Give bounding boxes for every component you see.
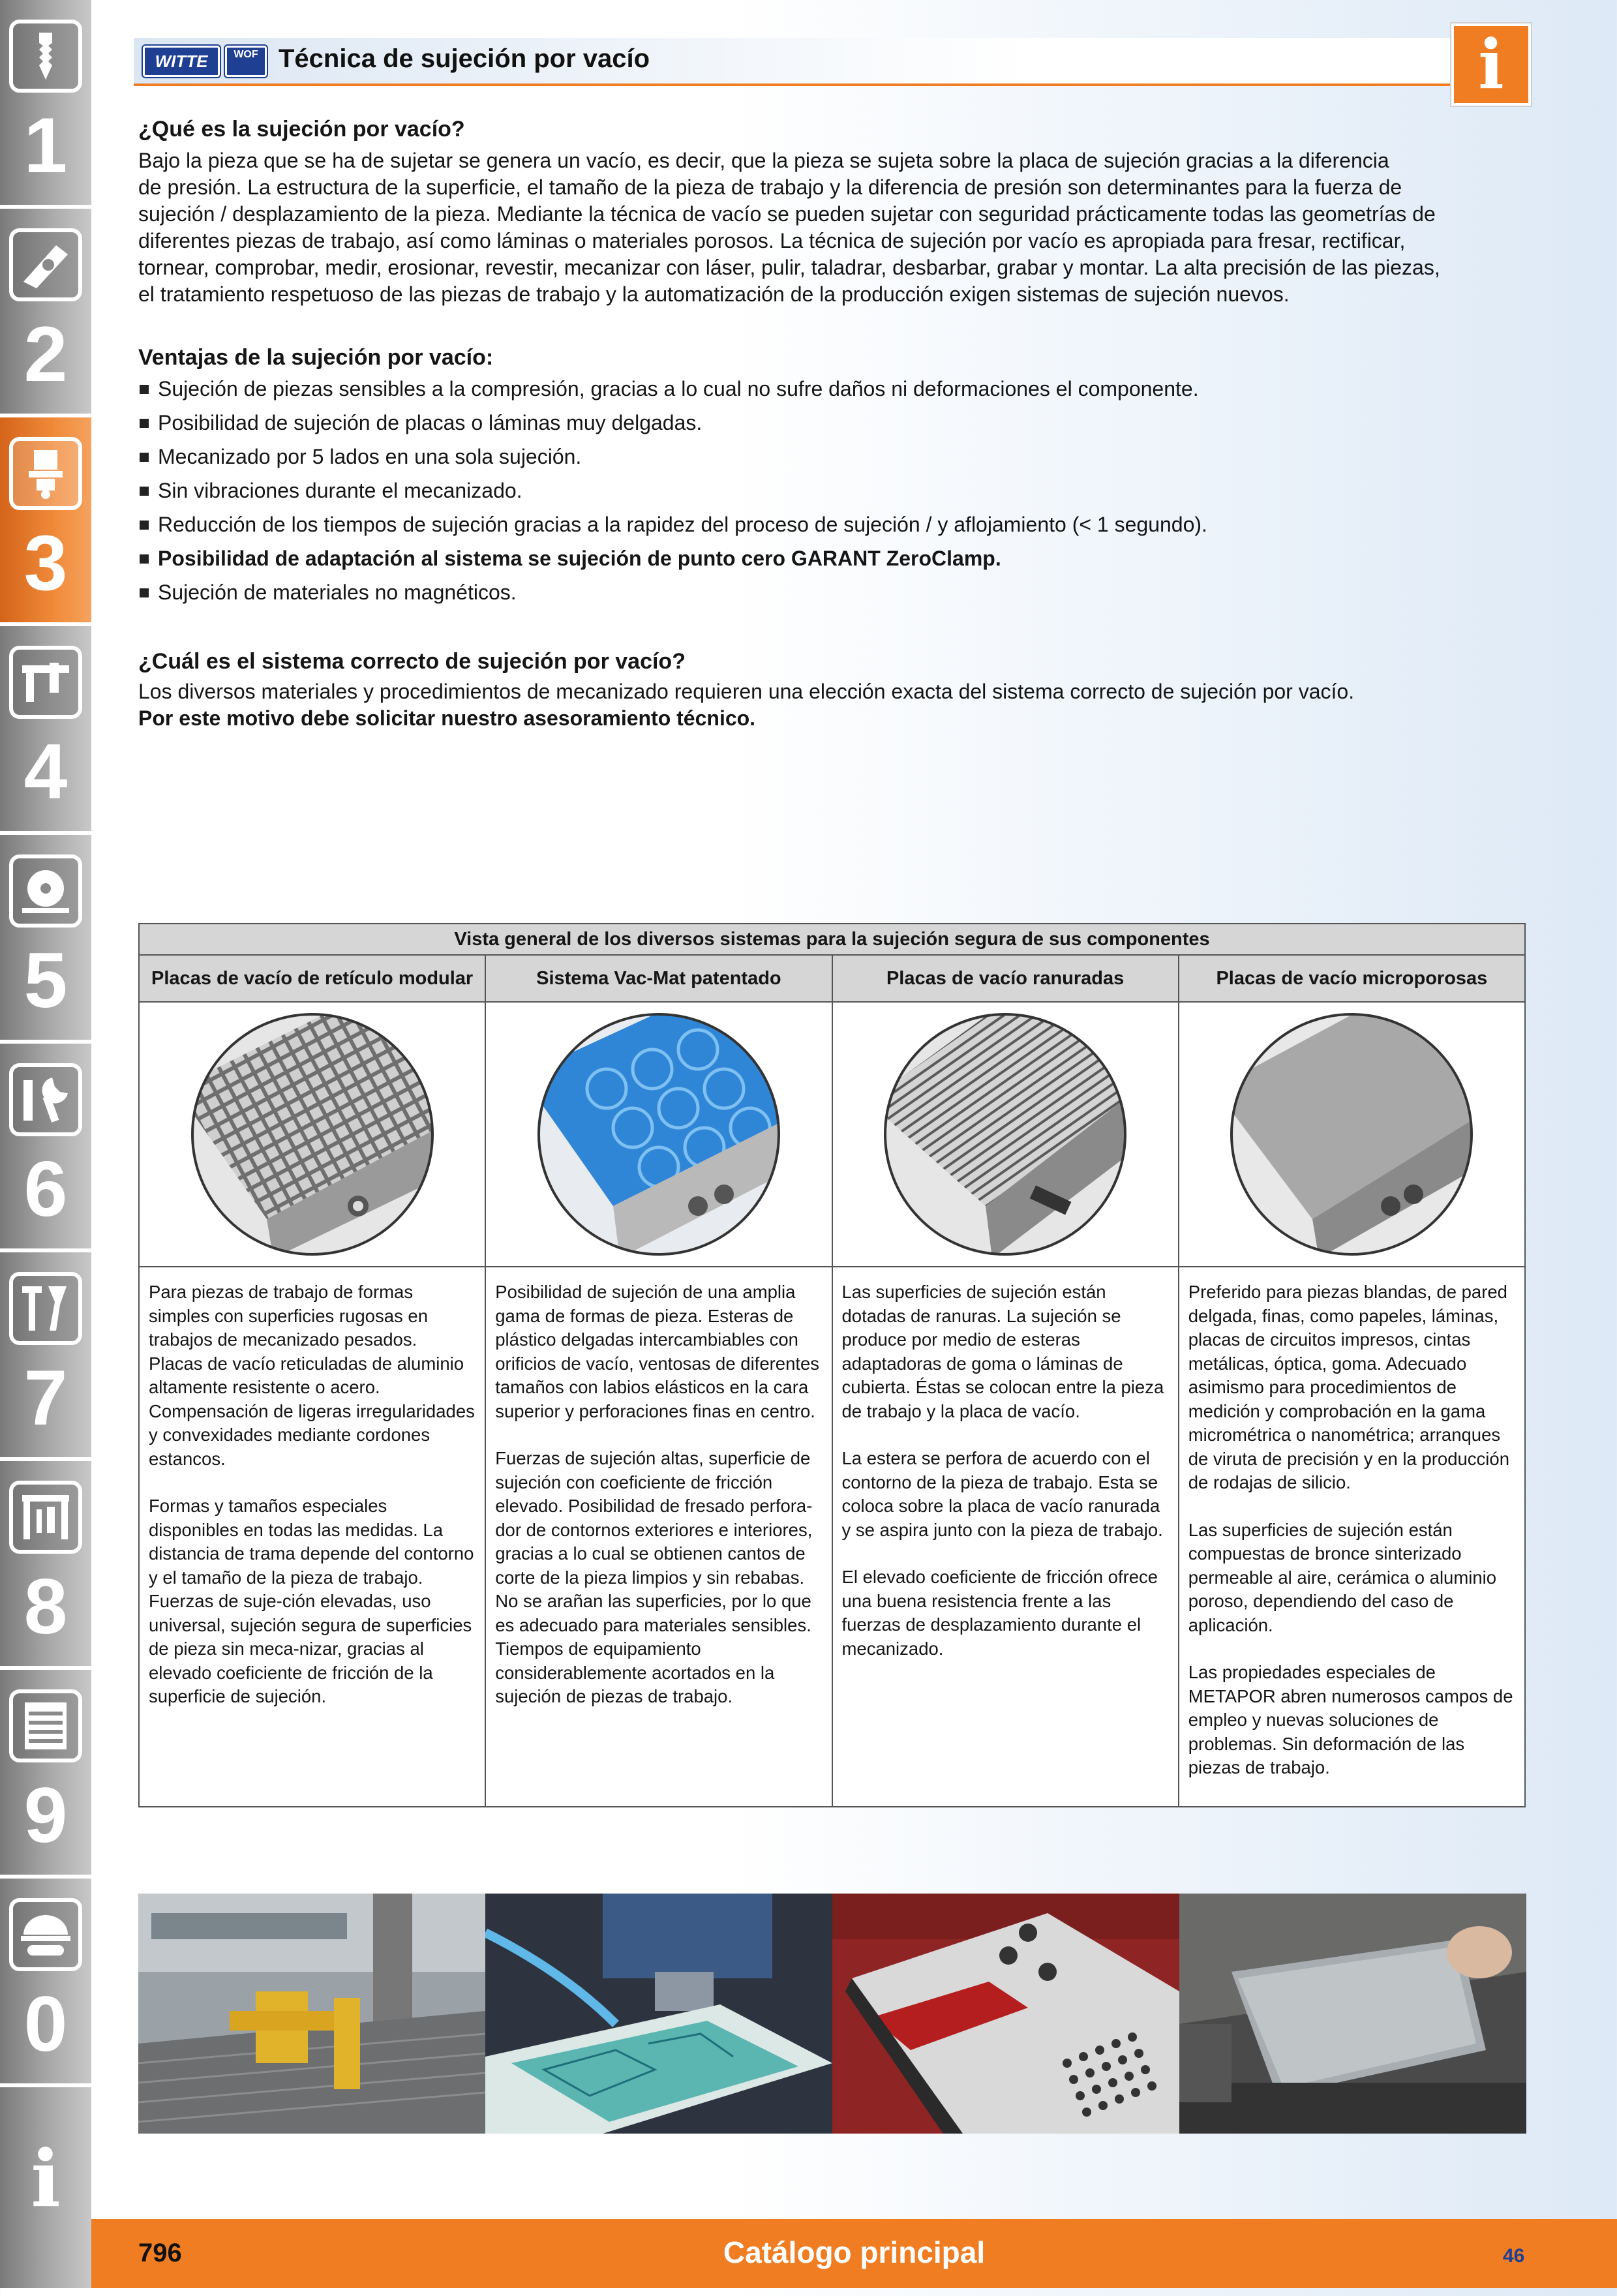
pliers-icon [9, 1272, 82, 1345]
table-cell-text [139, 1267, 485, 1807]
vac-mat-system-image [535, 1010, 783, 1258]
section-heading: ¿Cuál es el sistema correcto de sujeción por vacío? [138, 649, 686, 674]
list-item: Sin vibraciones durante el mecanizado. [138, 474, 1521, 507]
sidebar-tab-5[interactable] [0, 835, 91, 1044]
sidebar-tab-0[interactable] [0, 1879, 91, 2087]
page-title: Técnica de sujeción por vacío [279, 44, 650, 73]
column-header: Placas de vacío de retículo modular [139, 955, 485, 1002]
sidebar-tab-info[interactable] [0, 2087, 91, 2296]
table-cell-text [1179, 1267, 1525, 1807]
footer-reference-number: 46 [1503, 2245, 1525, 2267]
sidebar-tab-number: 8 [23, 1563, 68, 1650]
application-photos [138, 1894, 1526, 2134]
paragraph-line: de presión. La estructura de la superficie, el tamaño de la pieza de trabajo y la diferencia de presión son determinantes para la fuerza de [138, 175, 1402, 199]
cell-paragraph: El elevado coeficiente de fricción ofrece una buena resistencia frente a las fuerzas de desplazamiento durante el mecanizado. [841, 1567, 1158, 1659]
tool-holder-icon [9, 437, 82, 510]
page-footer [91, 2219, 1617, 2288]
page-number: 796 [138, 2239, 182, 2267]
section-correct-system [138, 647, 1521, 732]
sidebar-tab-number: 7 [23, 1354, 68, 1442]
section-heading: ¿Qué es la sujeción por vacío? [138, 117, 465, 142]
brand-logo [143, 46, 267, 77]
cnc-machine-photo [138, 1894, 485, 2134]
witte-logo: WITTE [143, 46, 220, 77]
section-what-is [138, 115, 1521, 308]
sidebar-tab-number: 2 [23, 310, 68, 398]
workbench-icon [9, 1481, 82, 1554]
sidebar-tab-number: 0 [23, 1980, 68, 2068]
sidebar-tab-number: 5 [23, 937, 68, 1024]
cell-paragraph: Fuerzas de sujeción altas, superficie de sujeción con coeficiente de fricción elevado. Posibilidad de fresado perfora-dor de contornos exteriores e interiores, gracias a lo cual se obtienen cantos de corte de la pieza limpios y sin rebabas. No se arañan las superficies, por lo que es adecuado para materiales sensibles. Tiempos de equipamiento considerablemente acortados en la sujeción de piezas de trabajo. [495, 1448, 813, 1706]
sidebar-tab-2[interactable] [0, 209, 91, 417]
table-cell-image [139, 1002, 485, 1267]
paragraph-line-bold: Por este motivo debe solicitar nuestro asesoramiento técnico. [138, 706, 756, 730]
cell-paragraph: Posibilidad de sujeción de una amplia gama de formas de pieza. Esteras de plástico delgadas intercambiables con orificios de vacío, ventosas de diferentes tamaños con labios elásticos en la cara superior y perforaciones finas en centro. [495, 1282, 820, 1421]
sheet-handling-photo [1179, 1894, 1526, 2134]
vacuum-plate-photo [832, 1894, 1179, 2134]
wof-logo: WOF [225, 46, 267, 77]
table-cell-image [485, 1002, 832, 1267]
paragraph-line: diferentes piezas de trabajo, así como láminas o materiales porosos. La técnica de sujeción por vacío es apropiada para fresar, rectificar, [138, 229, 1406, 252]
column-header: Placas de vacío ranuradas [832, 955, 1179, 1002]
list-item: Posibilidad de sujeción de placas o láminas muy delgadas. [138, 406, 1521, 440]
paragraph-line: Los diversos materiales y procedimientos de mecanizado requieren una elección exacta del sistema correcto de sujeción por vacío. [138, 680, 1355, 703]
sidebar-tab-number: 3 [23, 519, 68, 607]
sidebar-tab-number: 1 [23, 102, 68, 189]
page-header [134, 38, 1520, 86]
sidebar-tab-3[interactable] [0, 417, 91, 626]
cell-paragraph: La estera se perfora de acuerdo con el contorno de la pieza de trabajo. Esta se coloca sobre la placa de vacío ranurada y se aspira junto con la pieza de trabajo. [841, 1448, 1163, 1540]
list-item: Mecanizado por 5 lados en una sola sujeción. [138, 440, 1521, 474]
sidebar-tab-6[interactable] [0, 1044, 91, 1252]
modular-grid-plate-image [189, 1010, 436, 1258]
sidebar-tab-4[interactable] [0, 626, 91, 835]
table-cell-text [832, 1267, 1179, 1807]
cabinet-icon [9, 1689, 82, 1762]
systems-table [138, 923, 1526, 1807]
cell-paragraph: Las propiedades especiales de METAPOR abren numerosos campos de empleo y nuevas soluciones de problemas. Sin deformación de las piezas de trabajo. [1188, 1662, 1513, 1777]
grooved-plate-image [881, 1010, 1129, 1258]
column-header: Sistema Vac-Mat patentado [485, 955, 832, 1002]
sidebar-tab-1[interactable] [0, 0, 91, 209]
drill-icon [9, 20, 82, 93]
cell-paragraph: Las superficies de sujeción están dotadas de ranuras. La sujeción se produce por medio de esteras adaptadoras de goma o láminas de cubierta. Éstas se colocan entre la pieza de trabajo y la placa de vacío. [841, 1282, 1164, 1421]
safety-helmet-icon [9, 1898, 82, 1971]
wrench-icon [9, 1063, 82, 1136]
sidebar-tab-number: 9 [23, 1772, 68, 1859]
milling-vac-mat-photo [485, 1894, 832, 2134]
milling-insert-icon [9, 228, 82, 301]
table-cell-image [832, 1002, 1179, 1267]
sidebar-tab-number: 4 [23, 728, 68, 815]
column-header: Placas de vacío microporosas [1179, 955, 1525, 1002]
info-badge: i [1451, 23, 1531, 106]
chapter-sidebar [0, 0, 91, 2288]
paragraph-line: Bajo la pieza que se ha de sujetar se genera un vacío, es decir, que la pieza se sujeta sobre la placa de sujeción gracias a la diferencia [138, 149, 1389, 172]
section-advantages [138, 343, 1521, 609]
cell-paragraph: Para piezas de trabajo de formas simples con superficies rugosas en trabajos de mecanizado pesados. Placas de vacío reticuladas de aluminio altamente resistente o acero. Compensación de ligeras irregularidades y convexidades mediante cordones estancos. [149, 1282, 475, 1469]
sidebar-tab-number: 6 [23, 1145, 68, 1233]
grinding-disc-icon [9, 854, 82, 928]
paragraph-line: tornear, comprobar, medir, erosionar, revestir, mecanizar con láser, pulir, taladrar, desbarbar, grabar y montar. La alta precisión de las piezas, [138, 256, 1440, 279]
cell-paragraph: Preferido para piezas blandas, de pared delgada, finas, como papeles, láminas, placas de circuitos impresos, cintas metálicas, óptica, goma. Adecuado asimismo para procedimientos de medición y comprobación en la gama micrométrica o nanométrica; arranques de viruta de precisión y en la producción de rodajas de silicio. [1188, 1282, 1509, 1492]
list-item: Sujeción de piezas sensibles a la compresión, gracias a lo cual no sufre daños ni deformaciones el componente. [138, 372, 1521, 406]
list-item: Sujeción de materiales no magnéticos. [138, 575, 1521, 609]
sidebar-tab-8[interactable] [0, 1461, 91, 1670]
table-cell-image [1179, 1002, 1525, 1267]
paragraph-line: el tratamiento respetuoso de las piezas de trabajo y la automatización de la producción exigen sistemas de sujeción nuevos. [138, 282, 1290, 306]
list-item: Posibilidad de adaptación al sistema se sujeción de punto cero GARANT ZeroClamp. [138, 541, 1521, 575]
table-caption: Vista general de los diversos sistemas para la sujeción segura de sus componentes [139, 924, 1525, 955]
caliper-icon [9, 646, 82, 719]
sidebar-tab-7[interactable] [0, 1252, 91, 1461]
paragraph-line: sujeción / desplazamiento de la pieza. Mediante la técnica de vacío se pueden sujetar con seguridad prácticamente todas las geometrías de [138, 202, 1436, 226]
catalog-title: Catálogo principal [723, 2235, 986, 2269]
cell-paragraph: Formas y tamaños especiales disponibles en todas las medidas. La distancia de trama depende del contorno y el tamaño de la pieza de trabajo. Fuerzas de suje-ción elevadas, uso universal, sujeción segura de superficies de pieza sin meca-nizar, gracias al elevado coeficiente de fricción de la superficie de sujeción. [149, 1496, 474, 1706]
sidebar-tab-9[interactable] [0, 1670, 91, 1879]
info-icon: i [31, 2133, 61, 2225]
advantages-list [138, 372, 1521, 609]
cell-paragraph: Las superficies de sujeción están compuestas de bronce sinterizado permeable al aire, cerámica o aluminio poroso, dependiendo del caso de aplicación. [1188, 1519, 1497, 1635]
table-cell-text [485, 1267, 832, 1807]
list-item: Reducción de los tiempos de sujeción gracias a la rapidez del proceso de sujeción / y aflojamiento (< 1 segundo). [138, 507, 1521, 541]
section-heading: Ventajas de la sujeción por vacío: [138, 345, 494, 370]
microporous-plate-image [1228, 1010, 1475, 1258]
